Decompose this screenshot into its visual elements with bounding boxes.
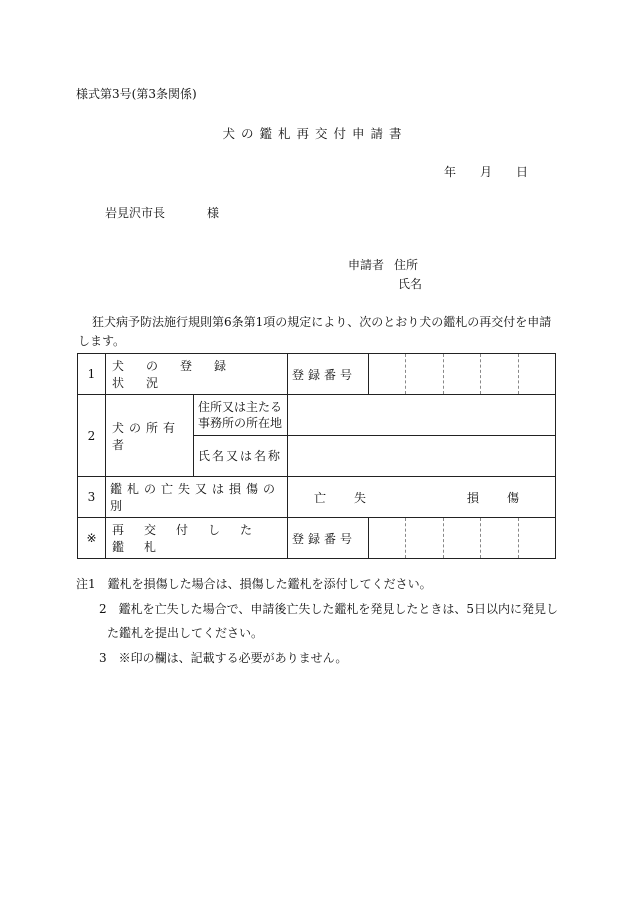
owner-address-label-line-2: 事務所の所在地 <box>198 416 283 430</box>
date-month: 月 <box>480 165 493 179</box>
application-table <box>77 353 556 559</box>
address-label: 住所 <box>394 258 419 272</box>
date-day: 日 <box>516 165 529 179</box>
registration-number-boxes[interactable] <box>369 518 555 558</box>
table-row <box>78 354 556 395</box>
owner-name-label <box>194 436 288 477</box>
body-line-1: 狂犬病予防法施行規則第6条第1項の規定により、次のとおり犬の鑑札の再交付を申請 <box>92 315 552 329</box>
document-title: 犬の鑑札再交付申請書 <box>222 126 408 141</box>
row-label <box>106 518 288 559</box>
row-number: 3 <box>78 477 106 518</box>
body-text <box>76 313 556 351</box>
table-row <box>78 518 556 559</box>
body-line-2: します。 <box>78 334 126 348</box>
row-label <box>106 395 194 477</box>
option-lost[interactable]: 亡 失 <box>314 490 375 505</box>
owner-address-label-line-1: 住所又は主たる <box>198 400 283 414</box>
table-row <box>78 395 556 436</box>
registration-number-cell[interactable] <box>288 354 556 395</box>
row-label <box>106 477 288 518</box>
table-row <box>78 477 556 518</box>
addressee <box>105 204 219 221</box>
row-label-text: 再交付した鑑札 <box>112 523 273 554</box>
option-damaged[interactable]: 損 傷 <box>466 490 527 505</box>
applicant-name-label: 氏名 <box>398 277 423 291</box>
row-number: 2 <box>78 395 106 477</box>
owner-address-label <box>194 395 288 436</box>
owner-name-label-text: 氏名又は名称 <box>198 449 283 463</box>
applicant-label: 申請者 <box>348 258 385 272</box>
registration-number-label: 登録番号 <box>288 518 369 558</box>
owner-address-field[interactable] <box>288 395 556 436</box>
date-year: 年 <box>444 165 457 179</box>
applicant-address <box>348 256 418 273</box>
row-label-text: 犬の所有者 <box>112 420 181 452</box>
loss-or-damage-field[interactable] <box>288 477 556 518</box>
date-line <box>444 163 528 180</box>
form-number: 様式第3号(第3条関係) <box>76 87 197 101</box>
addressee-suffix: 様 <box>207 206 220 220</box>
row-number: 1 <box>78 354 106 395</box>
row-number: ※ <box>78 518 106 559</box>
note-3: 3 ※印の欄は、記載する必要がありません。 <box>99 651 348 665</box>
row-label-text: 犬の登録状況 <box>112 359 249 390</box>
row-label <box>106 354 288 395</box>
note-2-line-2: た鑑札を提出してください。 <box>107 626 264 640</box>
owner-name-field[interactable] <box>288 436 556 477</box>
registration-number-label: 登録番号 <box>288 354 369 394</box>
reissued-registration-number-cell[interactable] <box>288 518 556 559</box>
addressee-name: 岩見沢市長 <box>105 206 166 220</box>
note-2-line-1: 2 鑑札を亡失した場合で、申請後亡失した鑑札を発見したときは、5日以内に発見し <box>99 602 559 616</box>
row-label-text: 鑑札の亡失又は損傷の別 <box>110 482 281 513</box>
note-1: 注1 鑑札を損傷した場合は、損傷した鑑札を添付してください。 <box>76 577 432 591</box>
registration-number-boxes[interactable] <box>369 354 555 394</box>
